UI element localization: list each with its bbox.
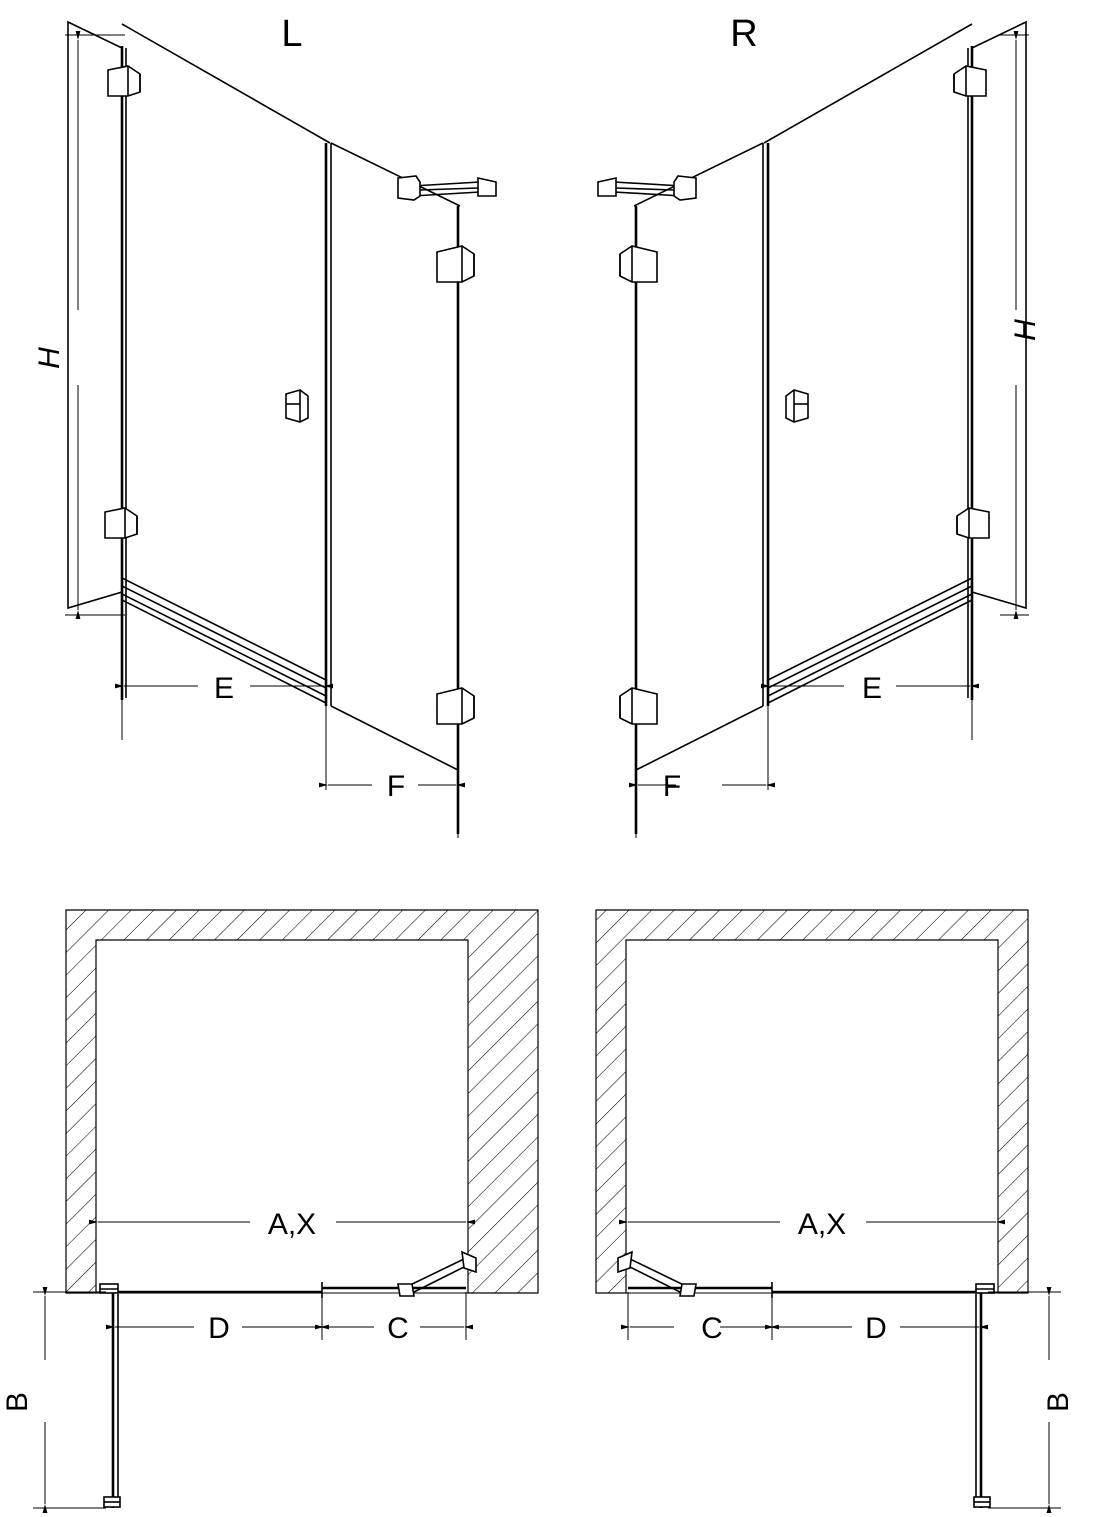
dim-label-h-right: H [1009, 319, 1042, 341]
wall-bracket-upper [620, 246, 657, 282]
stabilizer-bar [398, 176, 496, 200]
hinge-bottom-left [105, 508, 137, 538]
door-handle [786, 390, 808, 422]
bottom-rail-top [768, 578, 972, 680]
elevation-right-group [598, 13, 1042, 838]
dim-label-ax-left: A,X [267, 1208, 317, 1241]
stabilizer-bar-plan [618, 1252, 696, 1296]
hinge-top-right [954, 66, 986, 96]
dim-label-f-right: F [662, 770, 682, 803]
plan-right-group [596, 910, 1075, 1508]
wall-bracket-upper [437, 246, 474, 282]
dim-label-c-left: C [387, 1312, 409, 1345]
plan-left-group [1, 910, 538, 1508]
wall-bracket-lower [620, 688, 657, 724]
dim-label-e-left: E [213, 672, 235, 705]
dim-label-h-left: H [33, 347, 66, 369]
stabilizer-bar-plan [398, 1252, 476, 1296]
hinge-top-left [108, 66, 140, 96]
dim-label-c-right: C [701, 1312, 723, 1345]
plan-hinge-bottom [104, 1497, 120, 1507]
dim-label-d-left: D [208, 1312, 230, 1345]
wall-bracket-lower [437, 688, 474, 724]
fixed-panel-top-edge [331, 143, 460, 206]
view-label-left: L [281, 13, 303, 55]
view-label-right: R [730, 13, 758, 55]
elevation-left-group [33, 13, 496, 838]
dim-label-d-right: D [865, 1312, 887, 1345]
stabilizer-bar [598, 176, 696, 200]
dim-label-f-left: F [386, 770, 406, 803]
fixed-panel-top-edge [634, 143, 763, 206]
door-handle [286, 390, 308, 422]
dim-label-b-left: B [1, 1391, 34, 1413]
bottom-rail-top [122, 578, 326, 680]
dim-label-ax-right: A,X [797, 1208, 847, 1241]
plan-hinge-bottom [974, 1497, 990, 1507]
door-top-edge [764, 24, 972, 143]
hinge-bottom-right [957, 508, 989, 538]
dim-label-b-right: B [1042, 1391, 1075, 1413]
dim-label-e-right: E [861, 672, 883, 705]
